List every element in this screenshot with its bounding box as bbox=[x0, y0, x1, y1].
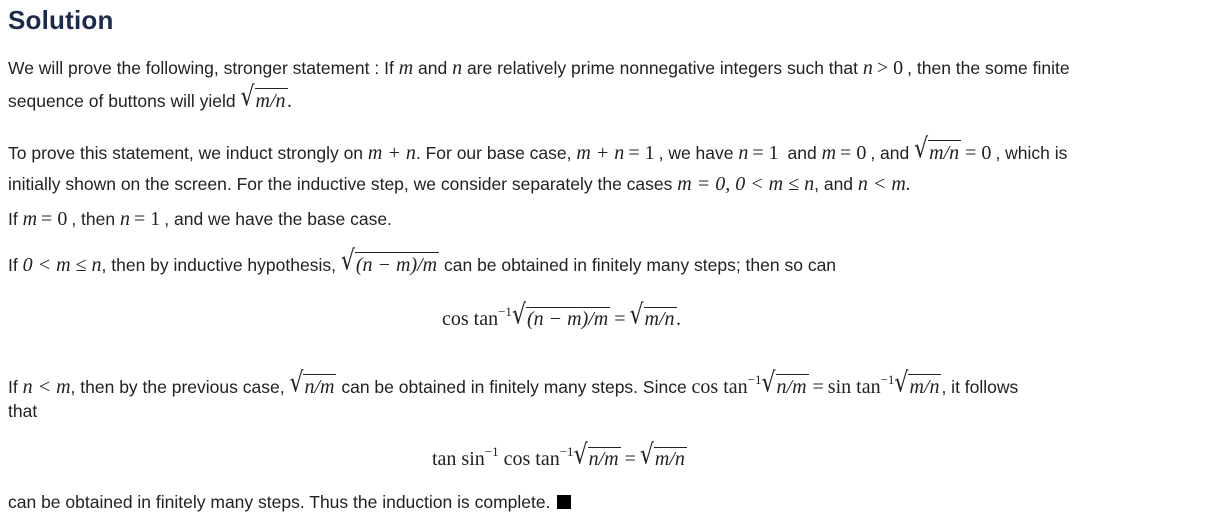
text: can be obtained in finitely many steps. Thus the induction is complete. bbox=[8, 492, 551, 512]
radical-icon: √ bbox=[289, 367, 304, 399]
display-equation-1: $\cos \tan^{-1}√(n - m)/m = √m/n$ . bbox=[442, 299, 682, 331]
text: , then bbox=[71, 209, 120, 229]
radical-icon: √ bbox=[240, 81, 255, 113]
text: We will prove the following, stronger statement : If bbox=[8, 58, 399, 78]
math-n-lt-m: n < m bbox=[857, 173, 906, 195]
text: , and we have the base case. bbox=[164, 209, 392, 229]
text: are relatively prime nonnegative integers such that bbox=[462, 58, 863, 78]
text: , and bbox=[870, 143, 915, 163]
math-cases: m = 0, 0 < m ≤ n bbox=[677, 173, 815, 195]
sqrt-m-over-n: √m/n bbox=[914, 133, 960, 165]
paragraph-3: If m = 0 , then n = 1 , and we have the base case. bbox=[8, 208, 392, 230]
text: and bbox=[782, 143, 822, 163]
math-m-plus-n: m + n bbox=[367, 142, 416, 164]
math-n: n bbox=[862, 57, 873, 79]
text: If bbox=[8, 209, 23, 229]
text: sequence of buttons will yield bbox=[8, 91, 241, 111]
math-m-plus-n: m + n bbox=[576, 142, 625, 164]
text: , which is bbox=[995, 143, 1068, 163]
display-equation-2: $\tan \sin^{-1} \cos \tan^{-1}√n/m = √m/n$ bbox=[432, 439, 685, 471]
radical-icon: √ bbox=[629, 299, 644, 331]
qed-square-icon bbox=[557, 495, 571, 509]
text: If bbox=[8, 255, 23, 275]
radical-icon: √ bbox=[340, 245, 355, 277]
text: . For our base case, bbox=[415, 143, 577, 163]
radical-icon: √ bbox=[511, 299, 526, 331]
text: can be obtained in finitely many steps; then so can bbox=[439, 255, 837, 275]
text: and bbox=[413, 58, 453, 78]
text: that bbox=[8, 401, 38, 421]
paragraph-2-line-1: To prove this statement, we induct strongly on m + n. For our base case, m + n = 1 , we have n = 1 and m = 0 , and √m/n = 0 , which is bbox=[8, 133, 1068, 165]
text: , then the some finite bbox=[907, 58, 1070, 78]
radical-icon: √ bbox=[894, 367, 909, 399]
text: , then by inductive hypothesis, bbox=[101, 255, 341, 275]
text: , and bbox=[814, 174, 858, 194]
math-zero-le: 0 < m ≤ n bbox=[22, 254, 102, 276]
paragraph-4 bbox=[8, 245, 837, 277]
text: can be obtained in finitely many steps. Since bbox=[336, 377, 692, 397]
paragraph-1-line-1 bbox=[8, 56, 1070, 80]
text: To prove this statement, we induct strongly on bbox=[8, 143, 368, 163]
paragraph-1-line-2: sequence of buttons will yield √m/n . bbox=[8, 81, 293, 113]
math-gt0: > 0 bbox=[876, 57, 904, 79]
text: , then by the previous case, bbox=[70, 377, 290, 397]
text: initially shown on the screen. For the inductive step, we consider separately the cases bbox=[8, 174, 678, 194]
math-n: n bbox=[452, 57, 463, 79]
radical-icon: √ bbox=[639, 439, 654, 471]
paragraph-5-line-2 bbox=[8, 399, 37, 423]
text: , we have bbox=[658, 143, 739, 163]
math-eq1: = 1 bbox=[628, 142, 655, 164]
text: If bbox=[8, 377, 23, 397]
math-m: m bbox=[398, 57, 414, 79]
radical-icon: √ bbox=[573, 439, 588, 471]
sqrt-n-minus-m-over-m: √(n − m)/m bbox=[340, 245, 438, 277]
paragraph-6 bbox=[8, 490, 571, 514]
page-title: Solution bbox=[8, 5, 114, 35]
paragraph-2-line-2: initially shown on the screen. For the inductive step, we consider separately the cases m = 0, 0 < m ≤ n, and n < m. bbox=[8, 173, 911, 195]
sqrt-m-over-n: √m/n bbox=[240, 81, 286, 113]
radical-icon: √ bbox=[914, 133, 929, 165]
radical-icon: √ bbox=[761, 367, 776, 399]
paragraph-5-line-1: If n < m, then by the previous case, √n/m can be obtained in finitely many steps. Since $\cos \tan^{-1}√n/m = \sin \tan^{-1}√m/n$ , it follows bbox=[8, 367, 1019, 399]
text: , it follows bbox=[941, 377, 1019, 397]
